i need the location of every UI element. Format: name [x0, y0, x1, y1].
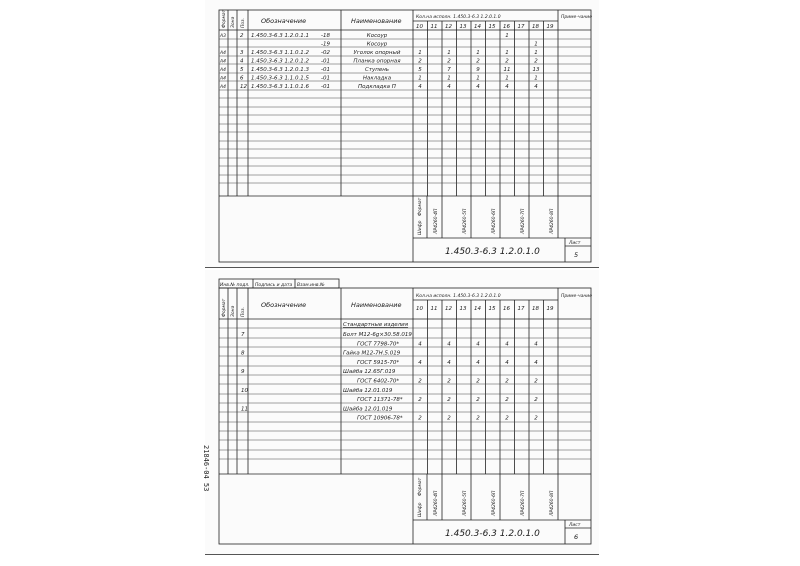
row-name: ГОСТ 5915-70* [357, 359, 400, 366]
row-position: 4 [240, 58, 244, 65]
row-name: Болт М12-6g×30.58.019 [343, 332, 412, 338]
row-qty: 2 [447, 378, 451, 385]
row-qty: 4 [418, 341, 422, 348]
exec-col-header: 10 [416, 24, 423, 30]
sheet-label: Лист [569, 241, 581, 246]
row-qty: 13 [532, 67, 540, 73]
row-name: Шайба 12.01.019 [343, 406, 393, 413]
row-code: 1.450.3-6.3 1.2.0.1.3 [251, 67, 309, 73]
stamp-vzam: Взам.инв.№ [297, 283, 325, 288]
row-name: Планка опорная [353, 58, 401, 65]
exec-stamp: ЛР4260-5П [463, 208, 468, 234]
row-format: А3 [220, 34, 226, 39]
row-qty: 1 [534, 50, 538, 56]
col-naimenovanie: Наименование [351, 17, 402, 25]
row-position: 9 [241, 369, 245, 376]
row-name: Уголок опорный [353, 50, 401, 56]
col-naimenovanie: Наименование [351, 301, 402, 309]
spec-rows [219, 33, 540, 90]
row-qty: 4 [418, 359, 422, 366]
sheet-number: 5 [574, 251, 579, 259]
row-name: Гайка М12-7Н.5.019 [343, 350, 401, 357]
exec-stamp: ЛР4260-7П [521, 490, 526, 516]
exec-col-header: 16 [503, 306, 510, 312]
kol-title: Кол.на исполн. 1.450.3-6.3 1.2.0.1.0 [416, 294, 501, 299]
title-code: 1.450.3-6.3 1.2.0.1.0 [445, 529, 540, 539]
spec-sheet-6 [205, 270, 599, 554]
exec-stamp: ЛР4260-7П [521, 208, 526, 234]
exec-col-headers [416, 306, 554, 312]
row-qty: 4 [447, 359, 451, 366]
row-qty: 4 [476, 341, 480, 348]
row-name: ГОСТ 7798-70* [357, 341, 400, 348]
exec-stamp: ЛР4260-8П [550, 490, 555, 516]
row-qty: 2 [505, 397, 509, 404]
exec-stamp: ЛР4260-5П [463, 490, 468, 516]
row-qty: 1 [447, 75, 451, 82]
row-qty: 2 [447, 58, 451, 65]
col-format-label: Формат [222, 298, 227, 317]
row-qty: 2 [476, 397, 480, 404]
row-qty: 2 [418, 378, 422, 385]
side-archive-number: 21846-04 53 [202, 445, 210, 492]
row-qty: 4 [534, 84, 538, 90]
row-qty: 2 [476, 415, 480, 422]
row-name: Ступень [364, 67, 390, 73]
row-code-suffix: -01 [321, 58, 330, 65]
row-format: А4 [220, 68, 226, 73]
row-qty: 2 [534, 58, 538, 65]
exec-stamp: ЛР4260-4П [434, 490, 439, 516]
row-position: 5 [240, 67, 244, 73]
exec-col-header: 15 [488, 24, 496, 30]
sheet-label: Лист [569, 523, 581, 528]
row-qty: 1 [534, 75, 538, 82]
col-zone-label: Зона [231, 16, 236, 28]
row-code-suffix: -01 [321, 67, 330, 73]
exec-col-header: 16 [503, 24, 510, 30]
footer-label-format: Формат [418, 477, 423, 496]
row-qty: 4 [476, 359, 480, 366]
row-qty: 5 [418, 67, 422, 73]
row-name: ГОСТ 11371-78* [357, 397, 403, 404]
exec-col-header: 17 [517, 306, 525, 312]
kol-title: Кол.на исполн. 1.450.3-6.3 1.2.0.1.0 [416, 15, 501, 20]
col-pos-label: Поз. [241, 307, 246, 317]
exec-stamp: ЛР4260-4П [434, 208, 439, 234]
row-qty: 2 [534, 397, 538, 404]
row-name: Шайба 12.01.019 [343, 387, 393, 394]
sheet-number: 6 [574, 533, 579, 541]
row-qty: 2 [447, 397, 451, 404]
row-qty: 1 [418, 75, 422, 82]
row-name: ГОСТ 10906-78* [357, 415, 403, 422]
row-qty: 1 [505, 50, 509, 56]
row-position: 10 [241, 387, 248, 394]
row-qty: 4 [447, 84, 451, 90]
row-code-suffix: -19 [321, 41, 330, 48]
row-qty: 1 [418, 50, 422, 56]
exec-col-header: 13 [459, 24, 467, 30]
sheet-6-grid [205, 270, 599, 554]
row-code: 1.450.3-6.3 1.2.0.1.2 [251, 58, 309, 65]
exec-col-header: 19 [546, 306, 554, 312]
row-code-suffix: -01 [321, 75, 330, 82]
row-name: Шайба 12.65Г.019 [343, 369, 396, 376]
exec-col-header: 18 [532, 306, 539, 312]
row-name: Косоур [366, 33, 388, 39]
row-qty: 2 [534, 378, 538, 385]
exec-col-header: 19 [546, 24, 554, 30]
exec-col-header: 12 [445, 24, 452, 30]
row-qty: 11 [503, 67, 511, 73]
row-position: 2 [240, 33, 244, 39]
row-position: 11 [241, 406, 248, 413]
exec-col-headers [416, 24, 554, 30]
row-position: 7 [241, 332, 245, 338]
row-qty: 2 [418, 58, 422, 65]
exec-col-header: 17 [517, 24, 525, 30]
row-qty: 2 [476, 378, 480, 385]
row-code-suffix: -02 [321, 50, 330, 56]
exec-col-header: 18 [532, 24, 539, 30]
row-qty: 4 [418, 84, 422, 90]
row-code-suffix: -01 [321, 84, 330, 90]
row-code: 1.450.3-6.3 1.2.0.1.1 [251, 33, 309, 39]
row-qty: 4 [505, 341, 509, 348]
exec-col-header: 15 [488, 306, 496, 312]
col-oboznachenie: Обозначение [261, 301, 307, 309]
footer-label-format: Формат [418, 197, 423, 216]
row-name: ГОСТ 6402-70* [357, 378, 400, 385]
row-position: 3 [240, 50, 244, 56]
row-qty: 2 [505, 378, 509, 385]
section-title: Стандартные изделия [343, 322, 409, 328]
exec-stamp: ЛР4260-8П [550, 208, 555, 234]
row-code: 1.450.3-6.3 1.1.0.1.6 [251, 84, 309, 90]
row-name: Подкладка П [358, 84, 396, 90]
row-position: 8 [241, 350, 245, 357]
exec-stamps [433, 490, 555, 517]
row-code: 1.450.3-6.3 1.1.0.1.2 [251, 50, 309, 56]
row-qty: 1 [476, 50, 480, 56]
col-pos-label: Поз. [241, 18, 246, 28]
row-qty: 2 [418, 397, 422, 404]
row-name: Косоур [366, 41, 388, 48]
row-qty: 7 [447, 67, 451, 73]
stamp-inv-podl: Инв.№ подл. [220, 283, 250, 288]
row-format: А4 [220, 76, 226, 82]
row-qty: 1 [534, 41, 538, 48]
sheet-5-grid [205, 0, 599, 268]
row-qty: 1 [447, 50, 451, 56]
row-qty: 2 [505, 415, 509, 422]
row-code: 1.450.3-6.3 1.1.0.1.5 [251, 75, 309, 82]
col-primech: Приме-чание [561, 294, 593, 299]
row-qty: 1 [505, 33, 509, 39]
row-name: Накладка [362, 75, 392, 82]
row-qty: 4 [447, 341, 451, 348]
row-format: А4 [220, 51, 226, 56]
exec-col-header: 14 [474, 24, 481, 30]
row-qty: 2 [476, 58, 480, 65]
exec-stamp: ЛР4260-6П [492, 490, 497, 516]
row-qty: 4 [505, 84, 509, 90]
exec-col-header: 11 [430, 24, 438, 30]
col-oboznachenie: Обозначение [261, 17, 307, 25]
row-position: 12 [240, 84, 247, 90]
exec-stamp: ЛР4260-6П [492, 208, 497, 234]
col-zone-label: Зона [231, 305, 236, 317]
row-qty: 2 [418, 415, 422, 422]
row-qty: 4 [505, 359, 509, 366]
spec-sheet-5 [205, 0, 599, 268]
page-divider [205, 267, 599, 268]
row-qty: 2 [505, 58, 509, 65]
row-qty: 4 [476, 84, 480, 90]
row-qty: 1 [505, 75, 509, 82]
spec-rows [241, 332, 538, 422]
col-format-label: Формат [222, 9, 227, 28]
page-bottom-edge [205, 554, 599, 555]
stamp-podpis: Подпись и дата [255, 283, 293, 288]
exec-col-header: 12 [445, 306, 452, 312]
exec-col-header: 13 [459, 306, 467, 312]
row-code-suffix: -18 [321, 33, 330, 39]
exec-col-header: 11 [430, 306, 438, 312]
row-qty: 4 [534, 341, 538, 348]
row-qty: 4 [534, 359, 538, 366]
title-code: 1.450.3-6.3 1.2.0.1.0 [445, 247, 540, 257]
footer-label-sheet: Шифр [418, 502, 423, 517]
row-qty: 9 [476, 67, 480, 73]
row-qty: 1 [476, 75, 480, 82]
exec-stamps [433, 208, 555, 235]
row-qty: 2 [447, 415, 451, 422]
row-position: 6 [240, 75, 244, 82]
exec-col-header: 10 [416, 306, 423, 312]
row-format: А4 [220, 59, 226, 65]
row-format: А4 [220, 85, 226, 90]
row-qty: 2 [534, 415, 538, 422]
footer-label-sheet: Шифр [418, 220, 423, 235]
col-primech: Приме-чание [561, 15, 593, 20]
exec-col-header: 14 [474, 306, 481, 312]
